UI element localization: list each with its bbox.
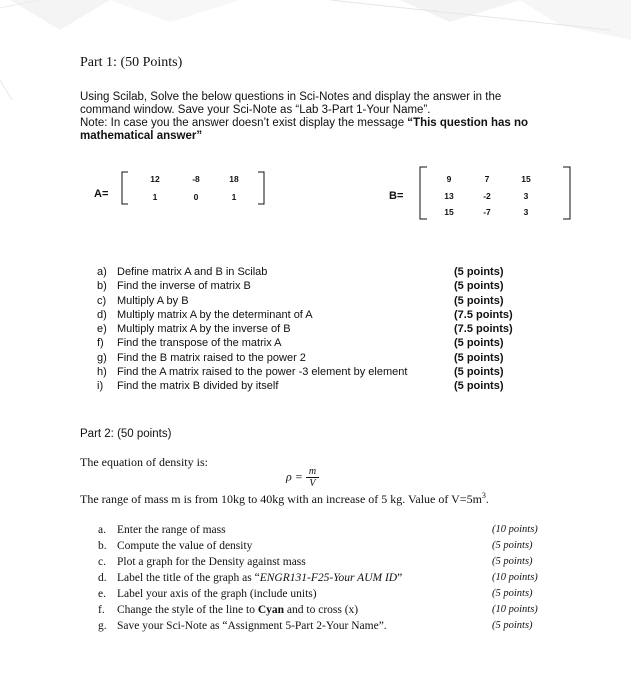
formula-fraction — [306, 466, 319, 489]
density-intro: The equation of density is: — [80, 455, 208, 469]
list-item — [97, 365, 407, 379]
matrix-a-cell: 0 — [193, 192, 199, 202]
item-letter: b. — [98, 540, 107, 552]
matrix-b-cell: 9 — [446, 174, 452, 184]
item-letter: c. — [98, 556, 106, 568]
item-text-end: ” — [397, 572, 403, 584]
range-end: . — [485, 492, 489, 506]
matrix-a-cell: 1 — [152, 192, 158, 202]
item-letter: f) — [97, 337, 104, 350]
matrix-b-label: B= — [389, 190, 404, 202]
list-item — [98, 538, 402, 554]
points-label: (7.5 points) — [454, 308, 513, 321]
points-label: (5 points) — [454, 294, 504, 307]
list-item — [97, 294, 407, 308]
points-label: (5 points) — [492, 588, 533, 599]
item-italic-text: ENGR131-F25-Your AUM ID — [259, 572, 398, 584]
item-text: Find the transpose of the matrix A — [117, 337, 282, 350]
points-label: (5 points) — [454, 366, 504, 379]
points-label: (5 points) — [454, 280, 504, 293]
list-item — [97, 308, 407, 322]
item-letter: a. — [98, 524, 106, 536]
points-label: (5 points) — [492, 556, 533, 567]
list-item — [98, 586, 402, 602]
item-text: Multiply matrix A by the determinant of A — [117, 308, 313, 321]
list-item — [97, 322, 407, 336]
item-text: Multiply A by B — [117, 294, 189, 307]
part1-instructions — [80, 91, 540, 143]
part1-points-column — [454, 265, 513, 394]
list-item — [97, 279, 407, 293]
item-text: Save your Sci-Note as “Assignment 5-Part 2-Your Name”. — [117, 620, 387, 632]
item-text: Find the matrix B divided by itself — [117, 380, 279, 393]
item-letter: b) — [97, 280, 107, 293]
points-label: (5 points) — [492, 620, 533, 631]
item-text: Multiply matrix A by the inverse of B — [117, 323, 291, 336]
item-text: Label the title of the graph as “ — [117, 572, 260, 584]
points-label: (10 points) — [492, 604, 538, 615]
matrix-b-cell: -2 — [483, 191, 491, 201]
list-item — [97, 379, 407, 393]
part2-title: Part 2: (50 points) — [80, 428, 172, 440]
instructions-note-bold-1: “This question has no — [407, 117, 529, 129]
points-label: (5 points) — [492, 540, 533, 551]
instructions-note-bold-2: mathematical answer” — [80, 130, 203, 142]
instructions-line-1: Using Scilab, Solve the below questions in Sci-Notes and display the answer in the — [80, 91, 502, 103]
points-label: (5 points) — [454, 351, 504, 364]
item-letter: i) — [97, 380, 104, 393]
points-label: (5 points) — [454, 266, 504, 278]
part2-points-column — [492, 522, 538, 634]
matrix-b-cell: -7 — [483, 207, 491, 217]
formula-numerator: m — [306, 466, 319, 478]
item-letter: h) — [97, 366, 107, 379]
item-text: Find the inverse of matrix B — [117, 280, 251, 293]
item-letter: c) — [97, 294, 107, 307]
matrix-a-cell: -8 — [192, 174, 200, 184]
range-superscript: 3 — [481, 491, 486, 500]
part2-task-list — [98, 522, 402, 634]
points-label: (10 points) — [492, 524, 538, 535]
instructions-note: Note: In case you the answer doesn’t exist display the message — [80, 117, 408, 129]
list-item — [98, 570, 402, 586]
item-letter: f. — [98, 604, 105, 616]
matrix-b-cell: 7 — [484, 174, 490, 184]
item-letter: e. — [98, 588, 106, 600]
item-letter: g) — [97, 351, 107, 364]
item-bold-text: Cyan — [257, 604, 285, 616]
item-letter: e) — [97, 323, 107, 336]
matrix-a-cell: 12 — [150, 174, 160, 184]
points-label: (5 points) — [454, 380, 504, 393]
part1-title: Part 1: (50 Points) — [80, 55, 183, 70]
item-text-end: and to cross (x) — [284, 604, 359, 616]
matrix-a-cell: 18 — [229, 174, 239, 184]
list-item — [98, 602, 402, 618]
mass-range-text — [80, 491, 489, 507]
formula-denominator: V — [309, 478, 316, 489]
matrix-b-cell: 13 — [444, 191, 454, 201]
matrix-b-cell: 3 — [523, 207, 529, 217]
range-text: The range of mass m is from 10kg to 40kg with an increase of 5 kg. Value of V=5m — [80, 492, 482, 506]
instructions-line-2: command window. Save your Sci-Note as “Lab 3-Part 1-Your Name”. — [80, 104, 431, 116]
points-label: (7.5 points) — [454, 323, 513, 336]
part1-question-list — [97, 265, 407, 394]
list-item — [97, 351, 407, 365]
item-text: Label your axis of the graph (include units) — [117, 588, 317, 600]
density-formula — [286, 466, 319, 489]
matrix-a-cell: 1 — [231, 192, 237, 202]
item-text: Compute the value of density — [117, 540, 253, 552]
item-letter: d. — [98, 572, 107, 584]
list-item — [98, 522, 402, 538]
item-letter: a) — [97, 266, 107, 278]
list-item — [98, 618, 402, 634]
formula-lhs: ρ = — [286, 469, 303, 484]
list-item — [98, 554, 402, 570]
points-label: (10 points) — [492, 572, 538, 583]
matrix-b-cell: 15 — [521, 174, 531, 184]
item-text: Enter the range of mass — [117, 524, 226, 536]
matrix-a-label: A= — [94, 188, 109, 200]
item-letter: g. — [98, 620, 107, 632]
list-item — [97, 336, 407, 350]
matrix-b-cell: 15 — [444, 207, 454, 217]
item-text: Plot a graph for the Density against mass — [117, 556, 306, 568]
points-label: (5 points) — [454, 337, 504, 350]
item-text: Find the A matrix raised to the power -3 element by element — [117, 366, 408, 379]
item-text: Define matrix A and B in Scilab — [117, 266, 268, 278]
matrix-b-cell: 3 — [523, 191, 529, 201]
list-item — [97, 265, 407, 279]
item-text: Find the B matrix raised to the power 2 — [117, 351, 306, 364]
item-text: Change the style of the line to — [117, 604, 258, 616]
item-letter: d) — [97, 308, 107, 321]
